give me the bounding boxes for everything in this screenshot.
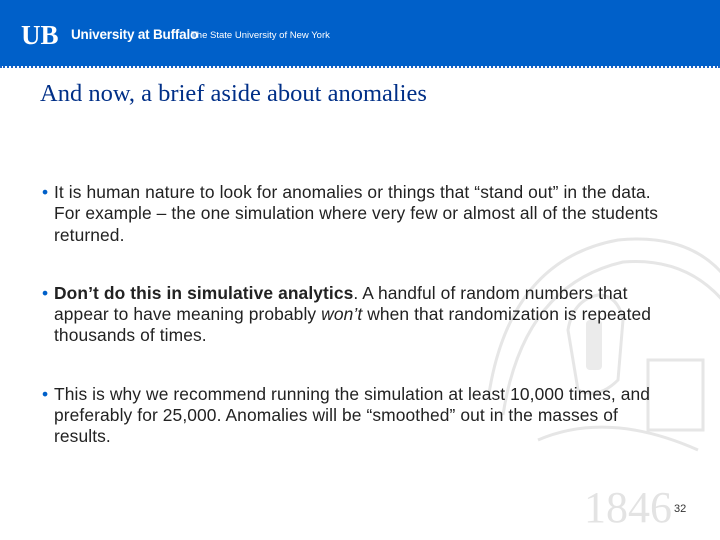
bullet-list (42, 182, 672, 448)
bullet-dot-icon: • (42, 182, 49, 202)
bullet-text-tail: when that randomization is repeated thousands of times. (54, 304, 652, 346)
bullet-item (42, 384, 672, 448)
bullet-text: It is human nature to look for anomalies or things that “stand out” in the data. For example – the one simulation where very few or almost all of the students returned. (54, 182, 659, 245)
watermark-year: 1846 (584, 483, 672, 532)
bullet-italic-text: won’t (321, 304, 363, 325)
bullet-item (42, 283, 672, 347)
bullet-bold-text: Don’t do this in simulative analytics (54, 282, 354, 303)
bullet-text: This is why we recommend running the simulation at least 10,000 times, and preferably for 25,000. Anomalies will be “smoothed” out in the masses of results. (54, 383, 651, 447)
bullet-item (42, 182, 672, 246)
header-banner (0, 0, 720, 66)
bullet-text: . A handful of random numbers that appear to have meaning probably (54, 282, 628, 325)
bullet-dot-icon: • (42, 383, 49, 404)
university-subtitle: The State University of New York (191, 30, 330, 41)
page-number: 32 (674, 503, 687, 515)
logo-initials: UB (21, 22, 59, 48)
ub-logo-icon (21, 22, 67, 48)
header-divider (0, 66, 720, 68)
slide-title: And now, a brief aside about anomalies (40, 80, 427, 107)
bullet-dot-icon: • (42, 282, 49, 303)
university-name: University at Buffalo (71, 27, 199, 42)
